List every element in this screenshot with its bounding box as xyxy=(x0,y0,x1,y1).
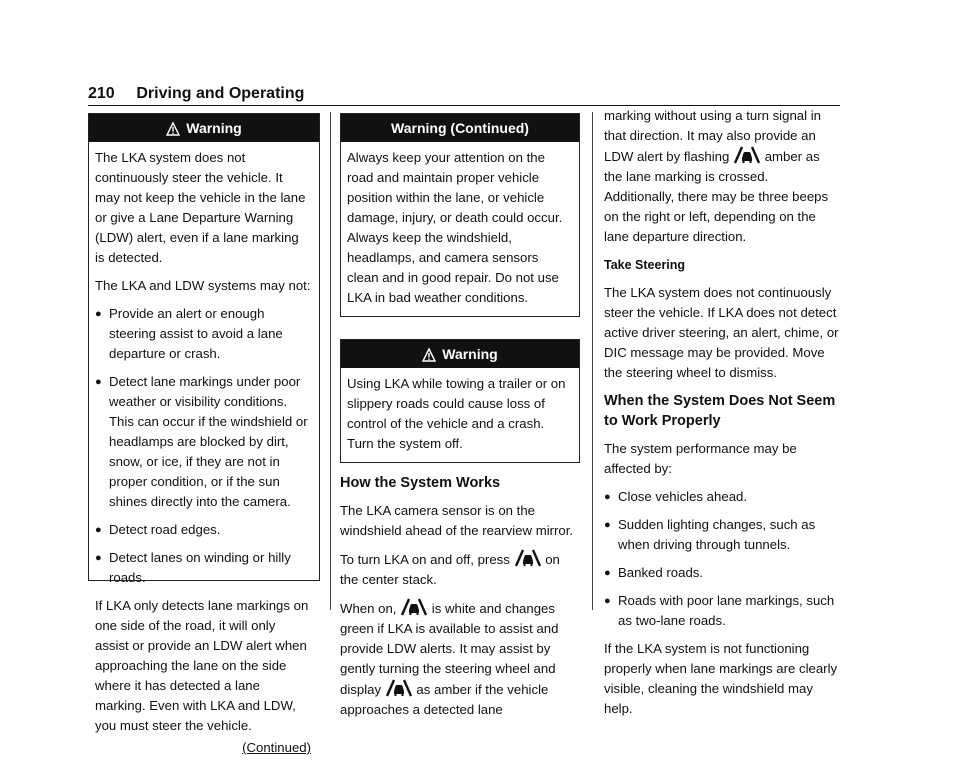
warning-paragraph: Using LKA while towing a trailer or on slippery roads could cause loss of control of the vehicle and a crash. Turn the system off. xyxy=(347,376,566,451)
column-3 xyxy=(604,106,840,727)
warning-title: Warning xyxy=(442,346,498,362)
warning-triangle-icon xyxy=(422,343,436,371)
list-item: ● Detect lane markings under poor weather or visibility conditions. This can occur if the windshield or headlamps are blocked by dirt, snow, or ice, if they are not in proper condition, or if the sun shines directly into the camera. xyxy=(95,374,308,509)
list-item: ● Banked roads. xyxy=(604,563,840,583)
continued-label: (Continued) xyxy=(242,740,311,755)
page-number: 210 xyxy=(88,85,115,102)
warning-paragraph: The LKA and LDW systems may not: xyxy=(95,278,311,293)
paragraph: The LKA system does not continuously steer the vehicle. If LKA does not detect active driver steering, an alert, chime, or DIC message may be provided. Move the steering wheel to dismiss. xyxy=(604,285,839,380)
warning-paragraph: Always keep your attention on the road and maintain proper vehicle position within the lane, or vehicle damage, injury, or death could occur. Always keep the windshield, headlamps, and camera sensors clean and in good repair. Do not use LKA in bad weather conditions. xyxy=(347,150,563,305)
bullet-icon: ● xyxy=(95,308,102,320)
list xyxy=(604,487,840,631)
column-divider xyxy=(592,112,593,610)
lane-keep-assist-icon xyxy=(514,549,542,567)
warning-triangle-icon xyxy=(166,117,180,145)
paragraph: marking without using a turn signal in that direction. It may also provide an LDW alert by flashing amber as the lane marking is crossed. Additionally, there may be three beeps on the right or left, depending on the lane departure direction. xyxy=(604,108,829,244)
lane-keep-assist-icon xyxy=(400,598,428,616)
warning-paragraph: The LKA system does not continuously steer the vehicle. It may not keep the vehicle in the lane or give a Lane Departure Warning (LDW) alert, even if a lane marking is detected. xyxy=(95,150,306,265)
list-item: ● Provide an alert or enough steering assist to avoid a lane departure or crash. xyxy=(95,306,283,361)
section-heading: How the System Works xyxy=(340,475,501,491)
warning-header xyxy=(341,340,579,368)
list-item: ● Roads with poor lane markings, such as two-lane roads. xyxy=(604,593,835,628)
paragraph: To turn LKA on and off, press on the center stack. xyxy=(340,549,580,590)
warning-paragraph: If LKA only detects lane markings on one side of the road, it will only assist or provide an LDW alert when approaching the lane on the side where it has detected a lane marking. Even with LKA and LDW, you must steer the vehicle. xyxy=(95,598,309,733)
list-item: ● Detect lanes on winding or hilly roads. xyxy=(95,550,291,585)
page-header xyxy=(88,84,840,106)
section-title: Driving and Operating xyxy=(136,85,305,102)
warning-box-continued xyxy=(340,113,580,317)
bullet-icon: ● xyxy=(604,595,611,607)
warning-header xyxy=(89,114,319,142)
bullet-icon: ● xyxy=(95,552,102,564)
lane-keep-assist-icon xyxy=(733,146,761,164)
paragraph: The LKA camera sensor is on the windshield ahead of the rearview mirror. xyxy=(340,503,574,538)
warning-list xyxy=(95,304,311,588)
list-item: ● Detect road edges. xyxy=(95,520,311,540)
paragraph: The system performance may be affected by: xyxy=(604,441,797,476)
column-2 xyxy=(340,113,580,728)
section-heading: When the System Does Not Seem to Work Properly xyxy=(604,393,836,429)
column-1 xyxy=(88,113,320,755)
column-divider xyxy=(330,112,331,610)
subheading: Take Steering xyxy=(604,258,686,272)
list-item: ● Close vehicles ahead. xyxy=(604,487,840,507)
bullet-icon: ● xyxy=(604,567,611,579)
warning-title: Warning xyxy=(186,120,242,136)
warning-box xyxy=(88,113,320,755)
warning-box xyxy=(340,339,580,463)
paragraph: When on, is white and changes green if LKA is available to assist and provide LDW alerts. It may assist by gently turning the steering wheel and display as amber if the vehicle approaches a detected lane xyxy=(340,598,580,720)
bullet-icon: ● xyxy=(604,519,611,531)
bullet-icon: ● xyxy=(95,524,102,536)
paragraph: If the LKA system is not functioning properly when lane markings are clearly visible, cleaning the windshield may help. xyxy=(604,641,838,716)
bullet-icon: ● xyxy=(604,491,611,503)
bullet-icon: ● xyxy=(95,376,102,388)
warning-header: Warning (Continued) xyxy=(341,114,579,142)
lane-keep-assist-icon xyxy=(385,679,413,697)
list-item: ● Sudden lighting changes, such as when driving through tunnels. xyxy=(604,517,816,552)
